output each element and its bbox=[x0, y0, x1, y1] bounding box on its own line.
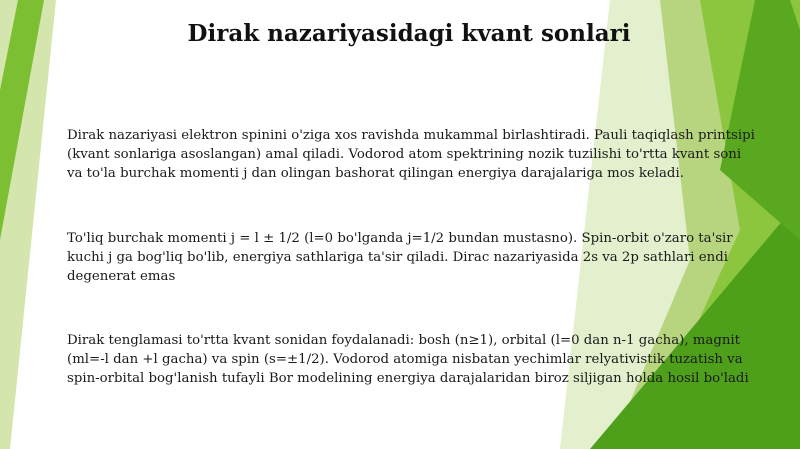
paragraph-quantum-numbers: Dirak tenglamasi to'rtta kvant sonidan foydalanadi: bosh (n≥1), orbital (l=0 dan n-1 gacha), magnit (ml=-l dan +l gacha) va spin (s=±1/2). Vodorod atomiga nisbatan yechimlar relyativistik tuzatish va spin-orbital bog'lanish tufayli Bor modelining energiya darajalaridan biroz siljigan holda hosil bo'ladi bbox=[67, 333, 749, 386]
slide-title: Dirak nazariyasidagi kvant sonlari bbox=[187, 20, 631, 47]
paragraph-angular-momentum: To'liq burchak momenti j = l ± 1/2 (l=0 bo'lganda j=1/2 bundan mustasno). Spin-orbit o'zaro ta'sir kuchi j ga bog'liq bo'lib, energiya sathlariga ta'sir qiladi. Dirac nazariyasida 2s va 2p sathlari endi degenerat emas bbox=[67, 231, 733, 284]
paragraph-dirac-spin: Dirak nazariyasi elektron spinini o'ziga xos ravishda mukammal birlashtiradi. Pauli taqiqlash printsipi (kvant sonlariga asoslangan) amal qiladi. Vodorod atom spektrining nozik tuzilishi to'rtta kvant soni va to'la burchak momenti j dan olingan bashorat qilingan energiya darajalariga mos keladi. bbox=[67, 128, 755, 181]
